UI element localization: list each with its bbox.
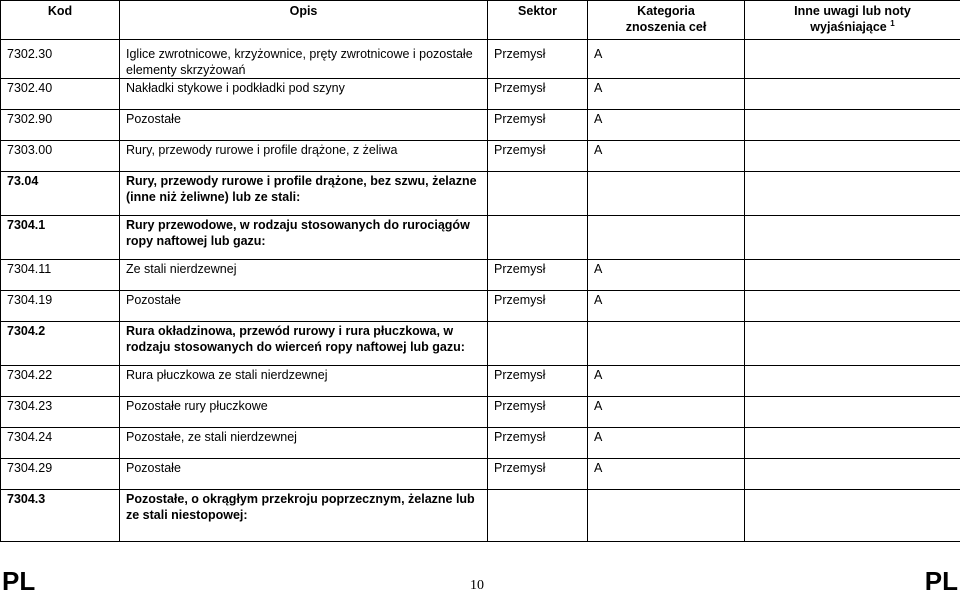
cell-code: 7302.40 xyxy=(1,79,120,110)
cell-code: 7304.19 xyxy=(1,291,120,322)
page-number: 10 xyxy=(470,578,484,593)
cell-category xyxy=(588,322,745,366)
table-body xyxy=(1,40,960,542)
cell-sector: Przemysł xyxy=(488,428,588,459)
cell-code: 7304.11 xyxy=(1,260,120,291)
table-row xyxy=(1,110,960,141)
table-row xyxy=(1,40,960,79)
header-description: Opis xyxy=(120,1,488,40)
cell-notes xyxy=(745,490,960,542)
header-category-line1: Kategoria xyxy=(637,4,695,18)
cell-sector xyxy=(488,172,588,216)
cell-code: 7303.00 xyxy=(1,141,120,172)
cell-sector: Przemysł xyxy=(488,459,588,490)
cell-sector: Przemysł xyxy=(488,260,588,291)
table-row xyxy=(1,397,960,428)
cell-description: Pozostałe, ze stali nierdzewnej xyxy=(120,428,488,459)
cell-category: A xyxy=(588,397,745,428)
cell-sector xyxy=(488,322,588,366)
cell-category xyxy=(588,216,745,260)
cell-notes xyxy=(745,428,960,459)
table-row xyxy=(1,291,960,322)
cell-description: Pozostałe xyxy=(120,459,488,490)
cell-category: A xyxy=(588,291,745,322)
cell-sector: Przemysł xyxy=(488,79,588,110)
cell-description: Pozostałe xyxy=(120,291,488,322)
table-row xyxy=(1,141,960,172)
cell-sector: Przemysł xyxy=(488,291,588,322)
table-row xyxy=(1,260,960,291)
cell-description: Pozostałe, o okrągłym przekroju poprzecznym, żelazne lub ze stali niestopowej: xyxy=(120,490,488,542)
cell-notes xyxy=(745,366,960,397)
footer-country-mark-left: PL xyxy=(2,566,36,596)
cell-description: Rury przewodowe, w rodzaju stosowanych do rurociągów ropy naftowej lub gazu: xyxy=(120,216,488,260)
cell-notes xyxy=(745,260,960,291)
cell-sector: Przemysł xyxy=(488,141,588,172)
cell-description: Iglice zwrotnicowe, krzyżownice, pręty zwrotnicowe i pozostałe elementy skrzyżowań xyxy=(120,40,488,79)
cell-notes xyxy=(745,40,960,79)
cell-code: 7302.30 xyxy=(1,40,120,79)
cell-code: 7304.29 xyxy=(1,459,120,490)
cell-sector xyxy=(488,216,588,260)
cell-description: Rury, przewody rurowe i profile drążone, z żeliwa xyxy=(120,141,488,172)
cell-description: Rura okładzinowa, przewód rurowy i rura płuczkowa, w rodzaju stosowanych do wierceń ropy naftowej lub gazu: xyxy=(120,322,488,366)
table-row xyxy=(1,216,960,260)
cell-sector: Przemysł xyxy=(488,366,588,397)
table-row xyxy=(1,322,960,366)
cell-notes xyxy=(745,322,960,366)
cell-notes xyxy=(745,397,960,428)
table-row xyxy=(1,490,960,542)
cell-category: A xyxy=(588,40,745,79)
cell-code: 7304.1 xyxy=(1,216,120,260)
cell-description: Rura płuczkowa ze stali nierdzewnej xyxy=(120,366,488,397)
cell-category: A xyxy=(588,110,745,141)
cell-description: Ze stali nierdzewnej xyxy=(120,260,488,291)
header-category xyxy=(588,1,745,40)
header-notes-line1: Inne uwagi lub noty xyxy=(794,4,911,18)
cell-sector: Przemysł xyxy=(488,397,588,428)
cell-notes xyxy=(745,172,960,216)
cell-description: Pozostałe rury płuczkowe xyxy=(120,397,488,428)
cell-code: 7304.3 xyxy=(1,490,120,542)
cell-code: 7304.24 xyxy=(1,428,120,459)
cell-notes xyxy=(745,216,960,260)
cell-category: A xyxy=(588,366,745,397)
cell-sector: Przemysł xyxy=(488,40,588,79)
cell-code: 7304.23 xyxy=(1,397,120,428)
cell-category xyxy=(588,490,745,542)
cell-description: Rury, przewody rurowe i profile drążone, bez szwu, żelazne (inne niż żeliwne) lub ze stali: xyxy=(120,172,488,216)
table-header xyxy=(1,1,960,40)
header-notes xyxy=(745,1,960,40)
cell-code: 7304.22 xyxy=(1,366,120,397)
header-notes-line2: wyjaśniające xyxy=(810,20,887,34)
cell-sector: Przemysł xyxy=(488,110,588,141)
cell-category: A xyxy=(588,141,745,172)
cell-category: A xyxy=(588,428,745,459)
table-row xyxy=(1,79,960,110)
cell-notes xyxy=(745,141,960,172)
table-row xyxy=(1,172,960,216)
cell-notes xyxy=(745,79,960,110)
footer-country-mark-right: PL xyxy=(924,566,958,596)
header-sector: Sektor xyxy=(488,1,588,40)
cell-category: A xyxy=(588,260,745,291)
cell-description: Pozostałe xyxy=(120,110,488,141)
cell-code: 7304.2 xyxy=(1,322,120,366)
header-code: Kod xyxy=(1,1,120,40)
header-category-line2: znoszenia ceł xyxy=(625,20,707,34)
cell-category: A xyxy=(588,79,745,110)
table-row xyxy=(1,459,960,490)
cell-notes xyxy=(745,110,960,141)
cell-notes xyxy=(745,459,960,490)
header-row xyxy=(1,1,960,40)
table-row xyxy=(1,428,960,459)
cell-category: A xyxy=(588,459,745,490)
cell-description: Nakładki stykowe i podkładki pod szyny xyxy=(120,79,488,110)
cell-sector xyxy=(488,490,588,542)
cell-code: 7302.90 xyxy=(1,110,120,141)
table-row xyxy=(1,366,960,397)
footnote-marker: 1 xyxy=(890,18,895,28)
cell-code: 73.04 xyxy=(1,172,120,216)
cell-notes xyxy=(745,291,960,322)
cell-category xyxy=(588,172,745,216)
